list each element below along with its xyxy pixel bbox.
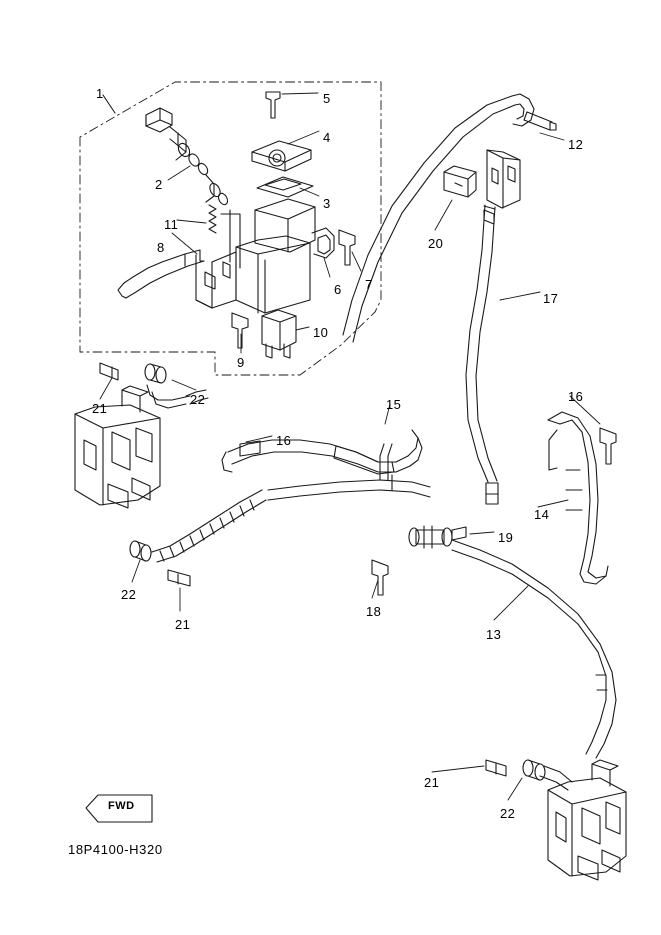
callout-14: 14 [534, 507, 550, 522]
master-cylinder [118, 92, 355, 358]
callout-15: 15 [386, 397, 402, 412]
callout-21: 21 [424, 775, 440, 790]
callout-22: 22 [121, 587, 137, 602]
hose-15 [222, 430, 616, 758]
left-caliper [75, 363, 266, 586]
callout-12: 12 [568, 137, 584, 152]
callout-17: 17 [543, 291, 559, 306]
brake-hose-upper [343, 94, 559, 504]
callout-2: 2 [155, 177, 163, 192]
leader-lines-upper [168, 93, 361, 353]
callout-18: 18 [366, 604, 382, 619]
callout-9: 9 [237, 355, 245, 370]
callout-11: 11 [164, 217, 179, 232]
callout-4: 4 [323, 130, 331, 145]
part-number-label: 18P4100-H320 [68, 842, 163, 857]
callout-6: 6 [334, 282, 342, 297]
callout-3: 3 [323, 196, 331, 211]
callout-16: 16 [276, 433, 292, 448]
callout-22: 22 [190, 392, 206, 407]
callout-7: 7 [365, 277, 373, 292]
callout-22: 22 [500, 806, 516, 821]
callout-19: 19 [498, 530, 514, 545]
callout-8: 8 [157, 240, 165, 255]
fwd-label: FWD [108, 800, 135, 812]
callout-10: 10 [313, 325, 329, 340]
callout-16: 16 [568, 389, 584, 404]
callout-1: 1 [96, 86, 104, 101]
callout-5: 5 [323, 91, 331, 106]
callout-13: 13 [486, 627, 502, 642]
callout-21: 21 [175, 617, 191, 632]
leader-1 [103, 95, 115, 113]
callout-21: 21 [92, 401, 108, 416]
leader-lines-lower [100, 133, 600, 800]
hose-protector-14 [548, 412, 616, 584]
callout-20: 20 [428, 236, 444, 251]
